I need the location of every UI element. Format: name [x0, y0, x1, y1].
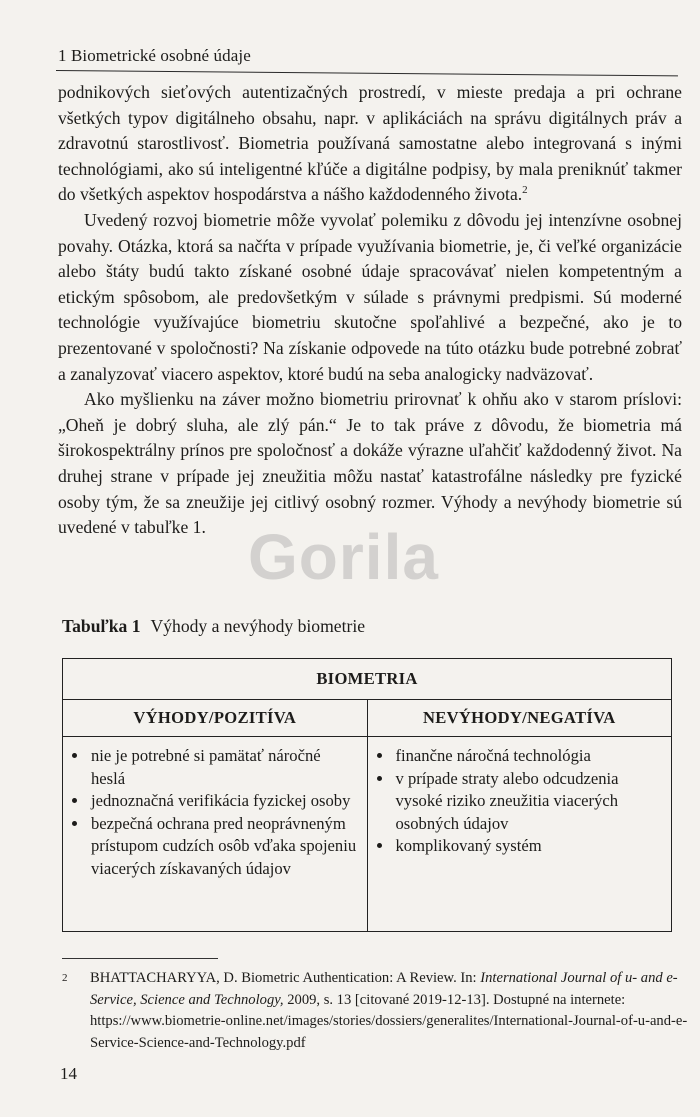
list-item: • nie je potrebné si pamätať náročné heslá: [89, 745, 357, 790]
footnote-journal: International Journal of u- and e- Service, Science and Technology,: [90, 970, 678, 1008]
disadvantages-list: [378, 745, 662, 858]
list-item: • v prípade straty alebo odcudzenia vysoké riziko zneužitia viacerých osobných údajov: [394, 768, 662, 836]
footnote-reference: 2: [522, 184, 528, 197]
column-header-advantages: VÝHODY/POZITÍVA: [63, 700, 368, 737]
running-head: 1 Biometrické osobné údaje: [58, 46, 251, 65]
paragraph-1-text: podnikových sieťových autentizačných prostredí, v mieste predaja a pri ochrane všetkých typov digitálneho obsahu, napr. v aplikáciách na správu digitálnych práv a zdravotnú starostlivosť. Biometria používaná samostatne alebo integrovaná s inými technológiami, ako sú inteligentné kľúče a digitálne podpisy, by mala preniknúť takmer do všetkých aspektov hospodárstva a nášho každodenného života.: [58, 82, 682, 205]
list-item: • jednoznačná verifikácia fyzickej osoby: [89, 790, 357, 813]
paragraph-2: Uvedený rozvoj biometrie môže vyvolať polemiku z dôvodu jej intenzívne osobnej povahy. Otázka, ktorá sa načŕta v prípade využívania biometrie, je, či veľké organizácie alebo štáty budú takto získané osobné údaje spracovávať nielen kompetentným a etickým spôsobom, ale predovšetkým v súlade s právnymi predpismi. Sú moderné technológie využívajúce biometriu skutočne spoľahlivé a bezpečné, ako je to prezentované v spoločnosti? Na získanie odpovede na túto otázku bude potrebné zobrať a zanalyzovať viacero aspektov, ktoré budú na seba analogicky nadväzovať.: [58, 209, 682, 384]
page-number: 14: [60, 1064, 77, 1083]
list-item: • finančne náročná technológia: [394, 745, 662, 768]
footnote-text-before: BHATTACHARYYA, D. Biometric Authentication: A Review. In:: [90, 970, 481, 986]
paragraph-3: Ako myšlienku na záver možno biometriu prirovnať k ohňu ako v starom príslovi: „Oheň je dobrý sluha, ale zlý pán.“ Je to tak práve z dôvodu, že biometria má širokospektrálny prínos pre spoločnosť a dokáže výrazne uľahčiť každodenný život. Na druhej strane v prípade jej zneužitia môžu nastať katastrofálne následky pre fyzické osoby tým, že sa zneužije jej citlivý osobný rozmer. Výhody a nevýhody biometrie sú uvedené v tabuľke 1.: [58, 389, 682, 538]
table-caption: [62, 616, 365, 637]
advantages-cell: [63, 737, 368, 932]
list-item: • bezpečná ochrana pred neoprávneným prístupom cudzích osôb vďaka spojeniu viacerých získavaných údajov: [89, 813, 357, 881]
disadvantages-cell: [367, 737, 672, 932]
column-header-disadvantages: NEVÝHODY/NEGATÍVA: [367, 700, 672, 737]
watermark: Gorila: [248, 521, 439, 593]
table-header: BIOMETRIA: [63, 659, 672, 700]
paragraph-1: [58, 80, 682, 208]
advantages-list: [73, 745, 357, 881]
footnote-rule: [62, 958, 218, 959]
footnote-text-after: 2009, s. 13 [citované 2019-12-13]. Dostupné na internete: https://www.biometrie-online.net/images/stories/dossiers/generalites/International-Journal-of-u-and-e-Service-Science-and-Technology.pdf: [90, 991, 688, 1051]
list-item: • komplikovaný systém: [394, 835, 662, 858]
body-text: [58, 80, 682, 541]
table-caption-text: Výhody a nevýhody biometrie: [150, 616, 366, 636]
table-caption-label: Tabuľka 1: [62, 616, 141, 636]
footnote-mark: 2: [62, 972, 68, 984]
footnote: [62, 968, 700, 1054]
biometrics-table: [62, 658, 672, 932]
header-rule: [56, 70, 678, 76]
